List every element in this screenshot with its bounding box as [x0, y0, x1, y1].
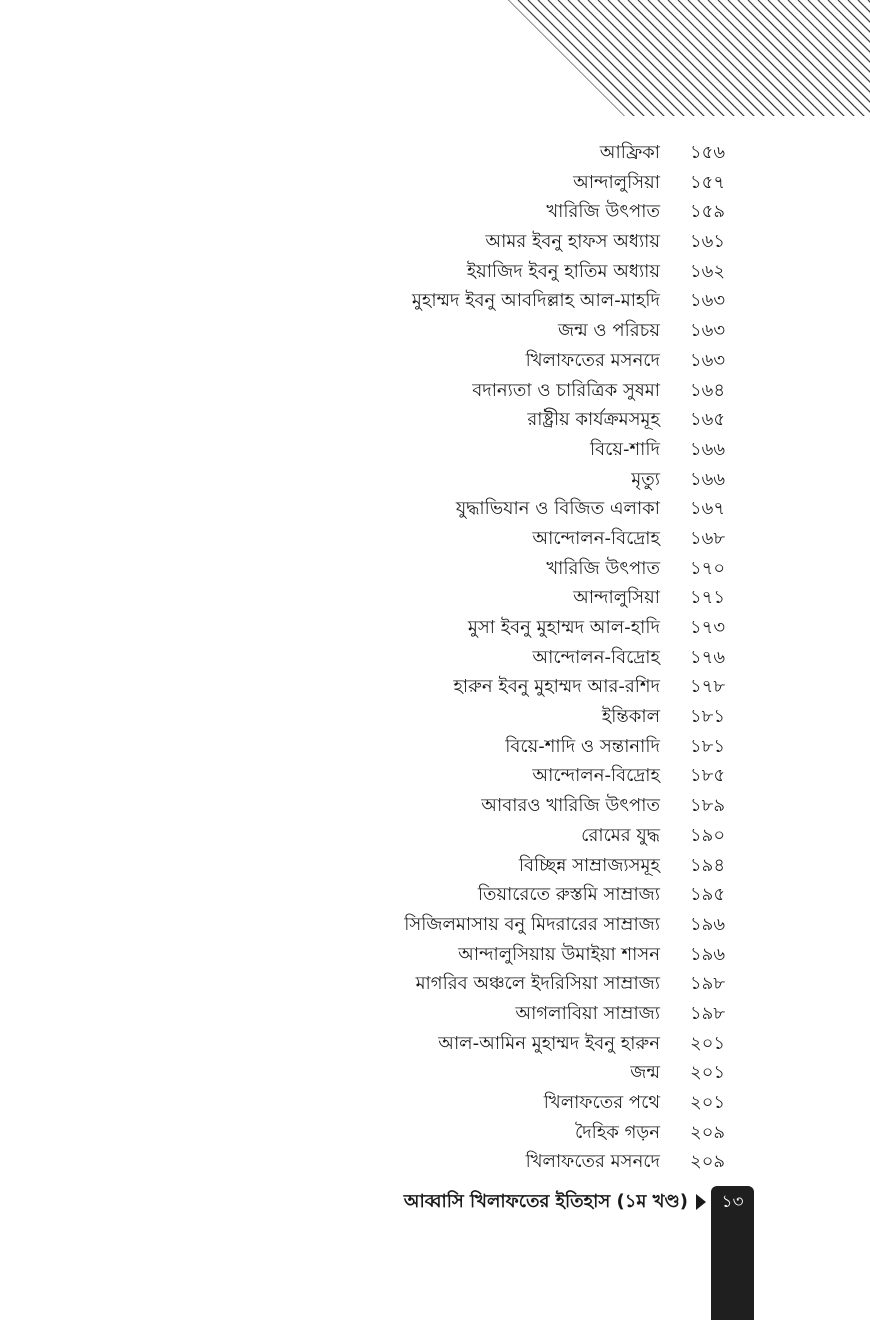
toc-entry-page: ১৯৮	[690, 973, 726, 995]
toc-entry[interactable]	[0, 197, 870, 227]
toc-entry[interactable]	[0, 1088, 870, 1118]
hatch-stripe	[758, 0, 870, 116]
toc-entry-page: ১৬১	[690, 231, 726, 253]
toc-entry-page: ২০১	[690, 1062, 726, 1084]
toc-entry[interactable]	[0, 494, 870, 524]
toc-entry[interactable]	[0, 376, 870, 406]
hatch-stripe	[858, 0, 870, 116]
toc-entry-page: ১৬৫	[690, 409, 726, 431]
toc-entry-page: ১৮১	[690, 706, 726, 728]
toc-entry[interactable]	[0, 791, 870, 821]
toc-entry-page: ১৬৩	[690, 320, 726, 342]
toc-entry-title: যুদ্ধাভিযান ও বিজিত এলাকা	[455, 498, 660, 520]
toc-entry[interactable]	[0, 1029, 870, 1059]
toc-entry-title: সিজিলমাসায় বনু মিদরারের সাম্রাজ্য	[404, 913, 660, 935]
toc-entry-title: আফ্রিকা	[599, 142, 660, 163]
toc-entry-page: ১৬৩	[690, 349, 726, 371]
toc-entry-title: জন্ম	[630, 1062, 660, 1084]
toc-entry[interactable]	[0, 316, 870, 346]
toc-entry-title: বিচ্ছিন্ন সাম্রাজ্যসমূহ	[518, 854, 660, 876]
toc-entry-title: রোমের যুদ্ধ	[581, 824, 660, 846]
toc-entry-title: দৈহিক গড়ন	[574, 1121, 660, 1143]
toc-entry-title: খিলাফতের মসনদে	[525, 1151, 660, 1173]
toc-entry-title: আল-আমিন মুহাম্মদ ইবনু হারুন	[438, 1032, 660, 1054]
hatch-stripe	[528, 0, 648, 116]
toc-entry-title: মুসা ইবনু মুহাম্মদ আল-হাদি	[467, 617, 660, 638]
table-of-contents	[0, 138, 870, 1177]
toc-entry-title: মাগরিব অঞ্চলে ইদরিসিয়া সাম্রাজ্য	[415, 973, 660, 995]
toc-entry-title: মুহাম্মদ ইবনু আবদিল্লাহ আল-মাহদি	[411, 290, 660, 312]
toc-entry-page: ১৯৬	[690, 913, 726, 935]
toc-entry-title: বিয়ে-শাদি ও সন্তানাদি	[505, 735, 660, 757]
toc-entry[interactable]	[0, 672, 870, 702]
toc-entry[interactable]	[0, 168, 870, 198]
toc-entry[interactable]	[0, 1147, 870, 1177]
toc-entry[interactable]	[0, 435, 870, 465]
page-number: ১৩	[721, 1192, 744, 1212]
toc-entry[interactable]	[0, 643, 870, 673]
hatch-stripe	[538, 0, 658, 116]
toc-entry[interactable]	[0, 465, 870, 495]
toc-entry-title: ইয়াজিদ ইবনু হাতিম অধ্যায়	[466, 260, 660, 282]
toc-entry-title: আবারও খারিজি উৎপাত	[481, 795, 660, 817]
toc-entry[interactable]	[0, 969, 870, 999]
toc-entry-page: ১৬৭	[690, 498, 726, 520]
toc-entry-page: ১৭৬	[690, 646, 726, 668]
toc-entry-page: ১৬৬	[690, 468, 726, 490]
hatch-stripe	[508, 0, 628, 116]
toc-entry-page: ১৬২	[690, 260, 726, 282]
toc-entry[interactable]	[0, 940, 870, 970]
toc-entry-page: ২০১	[690, 1092, 726, 1113]
toc-entry[interactable]	[0, 257, 870, 287]
toc-entry[interactable]	[0, 1118, 870, 1148]
toc-entry-page: ২০৯	[690, 1121, 726, 1143]
toc-entry-page: ১৮১	[690, 735, 726, 757]
toc-entry[interactable]	[0, 613, 870, 643]
toc-entry-page: ১৮৯	[690, 795, 726, 817]
toc-entry-page: ২০১	[690, 1032, 726, 1054]
toc-entry-title: খিলাফতের পথে	[543, 1092, 660, 1113]
toc-entry[interactable]	[0, 405, 870, 435]
toc-entry[interactable]	[0, 524, 870, 554]
toc-entry-page: ২০৯	[690, 1151, 726, 1173]
toc-entry[interactable]	[0, 761, 870, 791]
toc-entry-page: ১৯৬	[690, 943, 726, 965]
page-number-tab	[711, 1186, 754, 1320]
toc-entry[interactable]	[0, 227, 870, 257]
hatch-stripe	[828, 0, 870, 116]
hatch-stripe	[518, 0, 638, 116]
toc-entry-page: ১৫৯	[690, 201, 726, 223]
toc-entry-page: ১৭০	[690, 557, 726, 579]
toc-entry[interactable]	[0, 821, 870, 851]
hatch-stripe	[508, 0, 618, 116]
toc-entry-title: জন্ম ও পরিচয়	[557, 320, 660, 342]
toc-entry-title: আন্দালুসিয়ায় উমাইয়া শাসন	[458, 943, 660, 965]
toc-entry-title: তিয়ারেতে রুস্তমি সাম্রাজ্য	[477, 884, 660, 906]
toc-entry-title: আমর ইবনু হাফস অধ্যায়	[485, 231, 660, 253]
toc-entry[interactable]	[0, 286, 870, 316]
toc-entry[interactable]	[0, 999, 870, 1029]
diagonal-stripe-decoration	[508, 0, 870, 116]
toc-entry-page: ১৭৮	[690, 676, 726, 698]
triangle-right-icon	[696, 1194, 706, 1210]
toc-entry[interactable]	[0, 732, 870, 762]
toc-entry-title: আন্দালুসিয়া	[573, 171, 660, 193]
toc-entry-page: ১৭১	[690, 587, 726, 609]
toc-entry-title: খারিজি উৎপাত	[546, 557, 660, 579]
toc-entry[interactable]	[0, 1058, 870, 1088]
toc-entry-title: আন্দালুসিয়া	[573, 587, 660, 609]
toc-entry-title: আন্দোলন-বিদ্রোহ	[532, 646, 660, 668]
toc-entry-page: ১৬৩	[690, 290, 726, 312]
toc-entry-title: বিয়ে-শাদি	[590, 438, 660, 460]
toc-entry-page: ১৭৩	[690, 617, 726, 638]
running-footer-book-title: আব্বাসি খিলাফতের ইতিহাস (১ম খণ্ড)	[403, 1191, 688, 1212]
hatch-stripe	[798, 0, 870, 116]
toc-entry-title: রাষ্ট্রীয় কার্যক্রমসমূহ	[527, 409, 660, 431]
toc-entry[interactable]	[0, 910, 870, 940]
toc-entry-page: ১৫৭	[690, 171, 726, 193]
toc-entry-title: ইন্তিকাল	[601, 706, 660, 728]
toc-entry-title: আন্দোলন-বিদ্রোহ	[532, 527, 660, 549]
toc-entry[interactable]	[0, 583, 870, 613]
toc-entry[interactable]	[0, 880, 870, 910]
hatch-stripe	[788, 0, 870, 116]
toc-entry-title: আগলাবিয়া সাম্রাজ্য	[515, 1002, 660, 1024]
toc-entry-title: খারিজি উৎপাত	[546, 201, 660, 223]
toc-entry[interactable]	[0, 702, 870, 732]
toc-entry[interactable]	[0, 346, 870, 376]
toc-entry-title: আন্দোলন-বিদ্রোহ	[532, 765, 660, 787]
toc-entry[interactable]	[0, 138, 870, 168]
toc-entry-title: বদান্যতা ও চারিত্রিক সুষমা	[472, 379, 660, 401]
toc-entry-page: ১৯৪	[690, 854, 726, 876]
toc-entry-page: ১৮৫	[690, 765, 726, 787]
toc-entry-page: ১৯৫	[690, 884, 726, 906]
toc-entry-page: ১৬৬	[690, 438, 726, 460]
toc-entry-page: ১৯০	[690, 824, 726, 846]
toc-entry-title: মৃত্যু	[631, 468, 660, 490]
toc-entry-page: ১৯৮	[690, 1002, 726, 1024]
toc-entry[interactable]	[0, 554, 870, 584]
toc-entry[interactable]	[0, 851, 870, 881]
toc-entry-title: খিলাফতের মসনদে	[525, 349, 660, 371]
toc-entry-page: ১৬৪	[690, 379, 726, 401]
toc-entry-page: ১৫৬	[690, 142, 726, 163]
toc-entry-title: হারুন ইবনু মুহাম্মদ আর-রশিদ	[453, 676, 660, 698]
toc-entry-page: ১৬৮	[690, 527, 726, 549]
